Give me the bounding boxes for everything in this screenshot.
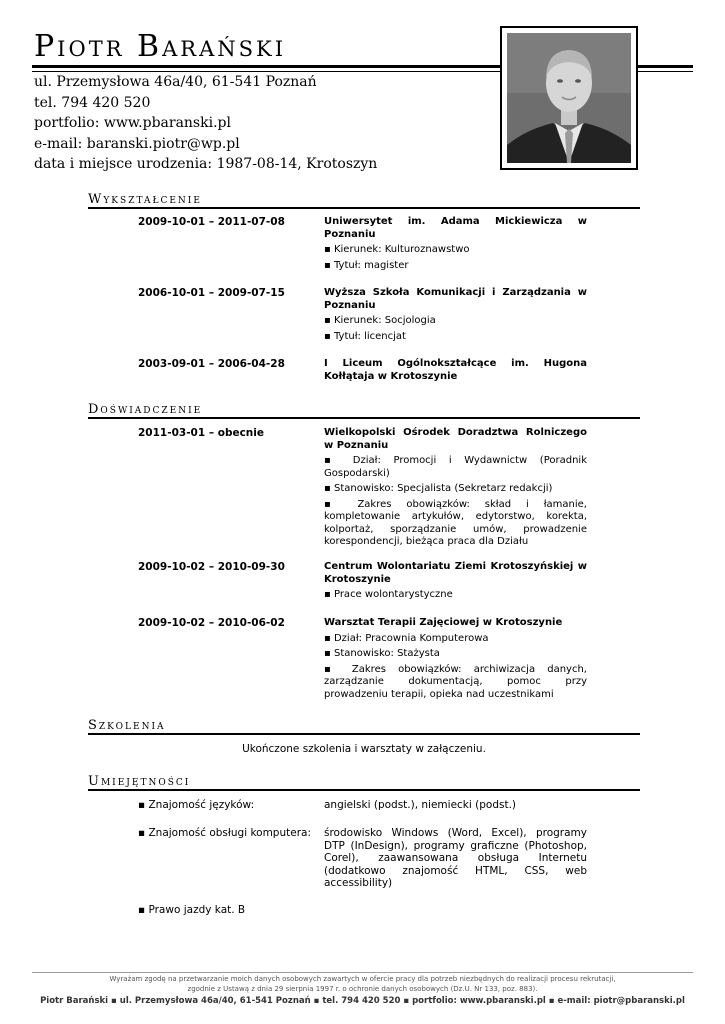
- experience-entry-bullet: ▪ Stanowisko: Specjalista (Sekretarz redakcji): [324, 483, 587, 496]
- consent-line: zgodnie z Ustawą z dnia 29 sierpnia 1997 r. o ochronie danych osobowych (Dz.U. Nr 133, poz. 883).: [187, 984, 538, 993]
- education-entry-title: Wyższa Szkoła Komunikacji i Zarządzania w Poznaniu: [324, 287, 587, 311]
- section-title-education: Wykształcenie: [88, 192, 202, 207]
- experience-entry-bullet: ▪ Zakres obowiązków: skład i łamanie, kompletowanie artykułów, edytorstwo, korekta, kolportaż, sporządzanie umów, prowadzenie korespondencji, bieżąca praca dla Działu: [324, 499, 587, 549]
- education-entry-title: Uniwersytet im. Adama Mickiewicza w Poznaniu: [324, 216, 587, 240]
- cv-name: Piotr Barański: [34, 29, 286, 64]
- section-title-training: Szkolenia: [88, 718, 166, 733]
- portrait-image: [507, 33, 631, 163]
- experience-date: 2009-10-02 – 2010-09-30: [138, 561, 285, 573]
- experience-entry: [324, 561, 587, 602]
- consent-clause: [32, 975, 693, 994]
- training-text: Ukończone szkolenia i warsztaty w załączeniu.: [242, 743, 486, 755]
- education-entry-bullet: ▪ Kierunek: Kulturoznawstwo: [324, 244, 587, 257]
- contact-block: [34, 72, 377, 175]
- section-title-skills: Umiejętności: [88, 774, 191, 789]
- portrait-photo: [500, 26, 638, 170]
- education-date: 2003-09-01 – 2006-04-28: [138, 358, 285, 370]
- experience-date: 2009-10-02 – 2010-06-02: [138, 617, 285, 629]
- section-rule-experience: [88, 417, 640, 419]
- skill-value: angielski (podst.), niemiecki (podst.): [324, 799, 517, 811]
- education-entry-bullet: ▪ Tytuł: licencjat: [324, 331, 587, 344]
- section-title-experience: Doświadczenie: [88, 402, 203, 417]
- section-rule-education: [88, 207, 640, 209]
- skill-label: ▪ Znajomość obsługi komputera:: [138, 827, 311, 839]
- education-date: 2009-10-01 – 2011-07-08: [138, 216, 285, 228]
- contact-phone: tel. 794 420 520: [34, 94, 151, 111]
- footer-rule: [32, 972, 693, 973]
- experience-entry-title: Warsztat Terapii Zajęciowej w Krotoszynie: [324, 617, 563, 628]
- experience-entry-bullet: ▪ Stanowisko: Stażysta: [324, 648, 587, 661]
- experience-entry: [324, 427, 587, 549]
- skill-label: ▪ Prawo jazdy kat. B: [138, 904, 245, 916]
- education-entry-bullet: ▪ Kierunek: Socjologia: [324, 315, 587, 328]
- education-date: 2006-10-01 – 2009-07-15: [138, 287, 285, 299]
- contact-birth: data i miejsce urodzenia: 1987-08-14, Krotoszyn: [34, 156, 378, 172]
- experience-entry-title: Centrum Wolontariatu Ziemi Krotoszyńskiej w Krotoszynie: [324, 561, 587, 585]
- education-entry-title: I Liceum Ogólnokształcące im. Hugona Kołłątaja w Krotoszynie: [324, 358, 587, 382]
- education-entry-bullet: ▪ Tytuł: magister: [324, 260, 587, 273]
- experience-entry-bullet: ▪ Prace wolontarystyczne: [324, 589, 587, 602]
- experience-entry-bullet: ▪ Dział: Promocji i Wydawnictw (Poradnik Gospodarski): [324, 455, 587, 480]
- skill-label: ▪ Znajomość języków:: [138, 799, 254, 811]
- contact-address: ul. Przemysłowa 46a/40, 61-541 Poznań: [34, 74, 317, 90]
- experience-entry: [324, 617, 587, 701]
- consent-line: Wyrażam zgodę na przetwarzanie moich danych osobowych zawartych w ofercie pracy dla potrzeb niezbędnych do realizacji procesu rekrutacji,: [109, 975, 616, 983]
- section-rule-skills: [88, 789, 640, 791]
- experience-entry-title: Wielkopolski Ośrodek Doradztwa Rolniczego w Poznaniu: [324, 427, 587, 451]
- experience-entry-bullet: ▪ Zakres obowiązków: archiwizacja danych, zarządzanie dokumentacją, pomoc przy prowadzeniu terapii, opieka nad uczestnikami: [324, 664, 587, 702]
- education-entry: [324, 358, 587, 383]
- footer-contact: Piotr Barański ▪ ul. Przemysłowa 46a/40, 61-541 Poznań ▪ tel. 794 420 520 ▪ portfolio: www.pbaranski.pl ▪ e-mail: piotr@pbaranski.pl: [40, 996, 685, 1006]
- contact-portfolio: portfolio: www.pbaranski.pl: [34, 115, 231, 131]
- education-entry: [324, 216, 587, 272]
- experience-entry-bullet: ▪ Dział: Pracownia Komputerowa: [324, 633, 587, 646]
- skill-value: środowisko Windows (Word, Excel), programy DTP (InDesign), programy graficzne (Photoshop, Corel), zaawansowana obsługa Internetu (dodatkowo znajomość HTML, CSS, web accessibility): [324, 827, 587, 889]
- contact-email: e-mail: baranski.piotr@wp.pl: [34, 135, 240, 152]
- section-rule-training: [88, 733, 640, 735]
- experience-date: 2011-03-01 – obecnie: [138, 427, 264, 439]
- education-entry: [324, 287, 587, 343]
